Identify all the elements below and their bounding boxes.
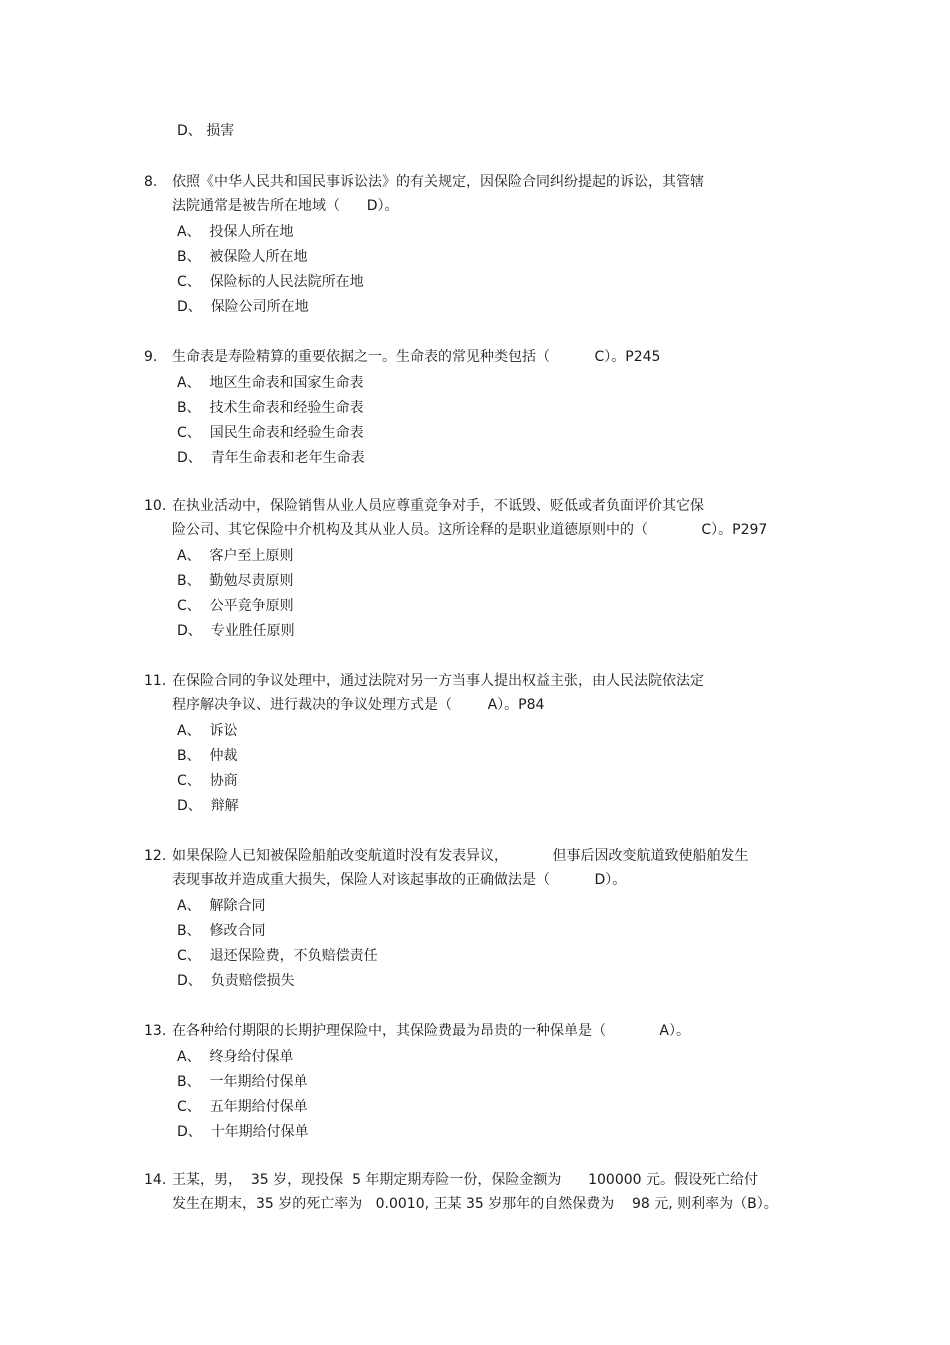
answer-option: [177, 222, 293, 242]
option-label: C、: [177, 598, 201, 614]
option-label: A、: [177, 224, 201, 240]
option-text: 投保人所在地: [209, 224, 294, 240]
option-label: C、: [177, 274, 201, 290]
option-text: 青年生命表和老年生命表: [210, 450, 365, 466]
answer-option: [177, 721, 237, 741]
option-text: 勤勉尽责原则: [209, 573, 294, 589]
question-number: 12.: [144, 848, 167, 864]
question-text: 在各种给付期限的长期护理保险中，其保险费最为昂贵的一种保单是（ A）。: [172, 1023, 690, 1039]
question-text: 表现事故并造成重大损失，保险人对该起事故的正确做法是（ D）。: [172, 872, 627, 888]
option-text: 地区生命表和国家生命表: [209, 375, 364, 391]
answer-option: [177, 771, 238, 791]
option-text: 保险公司所在地: [210, 299, 309, 315]
answer-option: [177, 971, 295, 991]
question-text: 如果保险人已知被保险船舶改变航道时没有发表异议， 但事后因改变航道致使船舶发生: [172, 848, 749, 864]
option-text: 保险标的人民法院所在地: [209, 274, 364, 290]
question-text: 程序解决争议、进行裁决的争议处理方式是（ A）。P84: [172, 697, 545, 713]
option-label: C、: [177, 948, 201, 964]
option-text: 客户至上原则: [209, 548, 294, 564]
option-label: D、: [177, 798, 202, 814]
answer-option: [177, 796, 239, 816]
option-label: A、: [177, 375, 201, 391]
question-number: 9.: [144, 349, 158, 365]
question-text: 生命表是寿险精算的重要依据之一。生命表的常见种类包括（ C）。P245: [172, 349, 661, 365]
answer-option: [177, 571, 294, 591]
option-text: 仲裁: [209, 748, 238, 764]
answer-option: [177, 398, 364, 418]
option-label: B、: [177, 400, 201, 416]
answer-option: [177, 621, 295, 641]
option-label: D、: [177, 450, 202, 466]
answer-option: [177, 448, 365, 468]
option-label: D、: [177, 623, 202, 639]
option-text: 终身给付保单: [209, 1049, 294, 1065]
answer-option: [177, 1122, 309, 1142]
answer-option: [177, 373, 363, 393]
option-text: 国民生命表和经验生命表: [209, 425, 364, 441]
question-text: 发生在期末，35 岁的死亡率为 0.0010, 王某 35 岁那年的自然保费为 98 元, 则利率为（B）。: [172, 1196, 778, 1212]
answer-option: [177, 1097, 308, 1117]
option-label: B、: [177, 1074, 201, 1090]
answer-option: [177, 546, 293, 566]
option-label: D、: [177, 973, 202, 989]
answer-option: [177, 423, 364, 443]
answer-option: [177, 946, 378, 966]
question-text: 险公司、其它保险中介机构及其从业人员。这所诠释的是职业道德原则中的（ C）。P297: [172, 522, 768, 538]
option-label: A、: [177, 723, 201, 739]
option-label: A、: [177, 898, 201, 914]
option-text: 一年期给付保单: [209, 1074, 308, 1090]
question-number: 10.: [144, 498, 167, 514]
answer-option: [177, 921, 266, 941]
option-text: 负责赔偿损失: [210, 973, 295, 989]
option-text: 解除合同: [209, 898, 266, 914]
option-label: B、: [177, 748, 201, 764]
option-text: 公平竞争原则: [209, 598, 294, 614]
option-label: B、: [177, 249, 201, 265]
option-label: C、: [177, 773, 201, 789]
question-text: 在保险合同的争议处理中，通过法院对另一方当事人提出权益主张，由人民法院依法定: [172, 673, 704, 689]
option-label: B、: [177, 923, 201, 939]
answer-option: [177, 1047, 293, 1067]
prev-question-option: D、 损害: [177, 123, 235, 139]
question-text: 王某，男， 35 岁，现投保 5 年期定期寿险一份，保险金额为 100000 元。假设死亡给付: [172, 1172, 759, 1188]
question-number: 13.: [144, 1023, 167, 1039]
question-number: 8.: [144, 174, 158, 190]
option-label: D、: [177, 1124, 202, 1140]
option-label: A、: [177, 548, 201, 564]
answer-option: [177, 272, 364, 292]
option-text: 专业胜任原则: [210, 623, 295, 639]
option-text: 十年期给付保单: [210, 1124, 309, 1140]
question-number: 11.: [144, 673, 167, 689]
question-text: 法院通常是被告所在地域（ D）。: [172, 198, 399, 214]
option-text: 退还保险费，不负赔偿责任: [209, 948, 378, 964]
question-number: 14.: [144, 1172, 167, 1188]
option-text: 修改合同: [209, 923, 266, 939]
question-text: 在执业活动中，保险销售从业人员应尊重竞争对手，不诋毁、贬低或者负面评价其它保: [172, 498, 704, 514]
answer-option: [177, 596, 294, 616]
answer-option: [177, 746, 238, 766]
option-text: 诉讼: [209, 723, 238, 739]
answer-option: [177, 247, 308, 267]
option-text: 五年期给付保单: [209, 1099, 308, 1115]
option-label: D、: [177, 299, 202, 315]
answer-option: [177, 896, 265, 916]
option-label: A、: [177, 1049, 201, 1065]
option-text: 技术生命表和经验生命表: [209, 400, 364, 416]
option-text: 被保险人所在地: [209, 249, 308, 265]
answer-option: [177, 297, 309, 317]
option-text: 辩解: [210, 798, 239, 814]
option-text: 协商: [209, 773, 238, 789]
option-label: C、: [177, 425, 201, 441]
question-text: 依照《中华人民共和国民事诉讼法》的有关规定，因保险合同纠纷提起的诉讼，其管辖: [172, 174, 704, 190]
option-label: C、: [177, 1099, 201, 1115]
option-label: B、: [177, 573, 201, 589]
answer-option: [177, 1072, 308, 1092]
